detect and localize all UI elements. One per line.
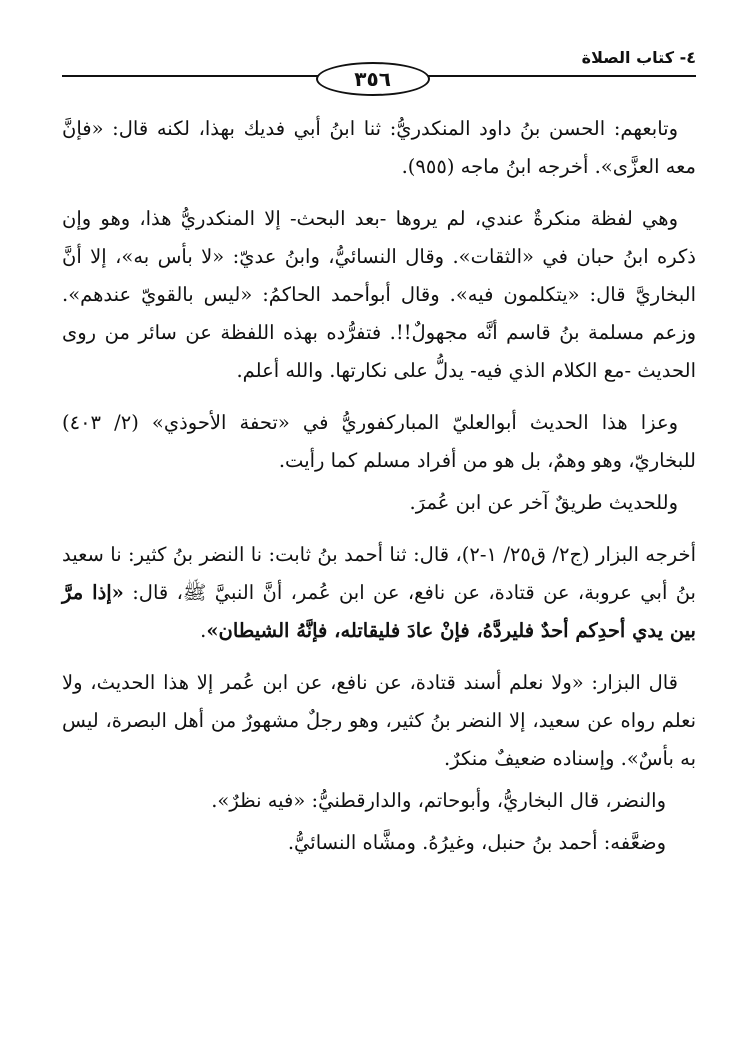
paragraph-7: والنضر، قال البخاريُّ، وأبوحاتم، والدارقطنيُّ: «فيه نظرٌ».	[211, 789, 666, 812]
paragraph-5-end: .	[200, 619, 207, 642]
paragraph-gap	[62, 394, 696, 404]
page-number: ٣٥٦	[354, 67, 391, 91]
paragraph-gap	[62, 654, 696, 664]
paragraph-gap	[62, 526, 696, 536]
paragraph-6: قال البزار: «ولا نعلم أسند قتادة، عن نافع، عن ابن عُمر إلا هذا الحديث، ولا نعلم رواه عن سعيد، إلا النضر بنُ كثير، وهو رجلٌ مشهورٌ من أهل البصرة، ليس به بأسٌ». وإسناده ضعيفٌ منكرٌ.	[62, 671, 696, 770]
paragraph-1: وتابعهم: الحسن بنُ داود المنكدريُّ: ثنا ابنُ أبي فديك بهذا، لكنه قال: «فإنَّ معه العزَّى». أخرجه ابنُ ماجه (٩٥٥).	[62, 117, 696, 178]
page-header	[62, 44, 696, 91]
paragraph-2: وهي لفظة منكرةٌ عندي، لم يروها -بعد البحث- إلا المنكدريُّ هذا، وهو وإن ذكره ابنُ حبان في «الثقات». وقال النسائيُّ، وابنُ عديّ: «لا بأس به»، إلا أنَّ البخاريَّ قال: «يتكلمون فيه». وقال أبوأحمد الحاكمُ: «ليس بالقويّ عندهم». وزعم مسلمة بنُ قاسم أنَّه مجهولٌ!!. فتفرُّده بهذه اللفظة عن سائر من روى الحديث -مع الكلام الذي فيه- يدلُّ على نكارتها. والله أعلم.	[62, 207, 696, 382]
paragraph-4: وللحديث طريقٌ آخر عن ابن عُمرَ.	[409, 491, 678, 514]
book-page	[62, 44, 696, 866]
paragraph-3: وعزا هذا الحديث أبوالعليّ المباركفوريُّ في «تحفة الأحوذي» (٢/ ٤٠٣) للبخاريّ، وهو وهمٌ، بل هو من أفراد مسلم كما رأيت.	[62, 411, 696, 472]
page-number-badge	[316, 62, 430, 96]
page-body	[62, 76, 696, 862]
paragraph-8: وضعَّفه: أحمد بنُ حنبل، وغيرُهُ. ومشَّاه النسائيُّ.	[287, 831, 666, 854]
chapter-title: ٤- كتاب الصلاة	[581, 48, 696, 67]
paragraph-gap	[62, 190, 696, 200]
paragraph-5-intro: أخرجه البزار (ج٢/ ق٢٥/ ١-٢)، قال: ثنا أحمد بنُ ثابت: نا النضر بنُ كثير: نا سعيد بنُ أبي عروبة، عن قتادة، عن نافع، عن ابن عُمر، أنَّ النبيَّ ﷺ، قال:	[62, 543, 696, 604]
paragraph-5	[62, 536, 696, 650]
hadith-quote: «إذا مرَّ بين يدي أحدِكم أحدٌ فليردَّهُ، فإنْ عادَ فليقاتله، فإنَّهُ الشيطان»	[62, 581, 696, 642]
